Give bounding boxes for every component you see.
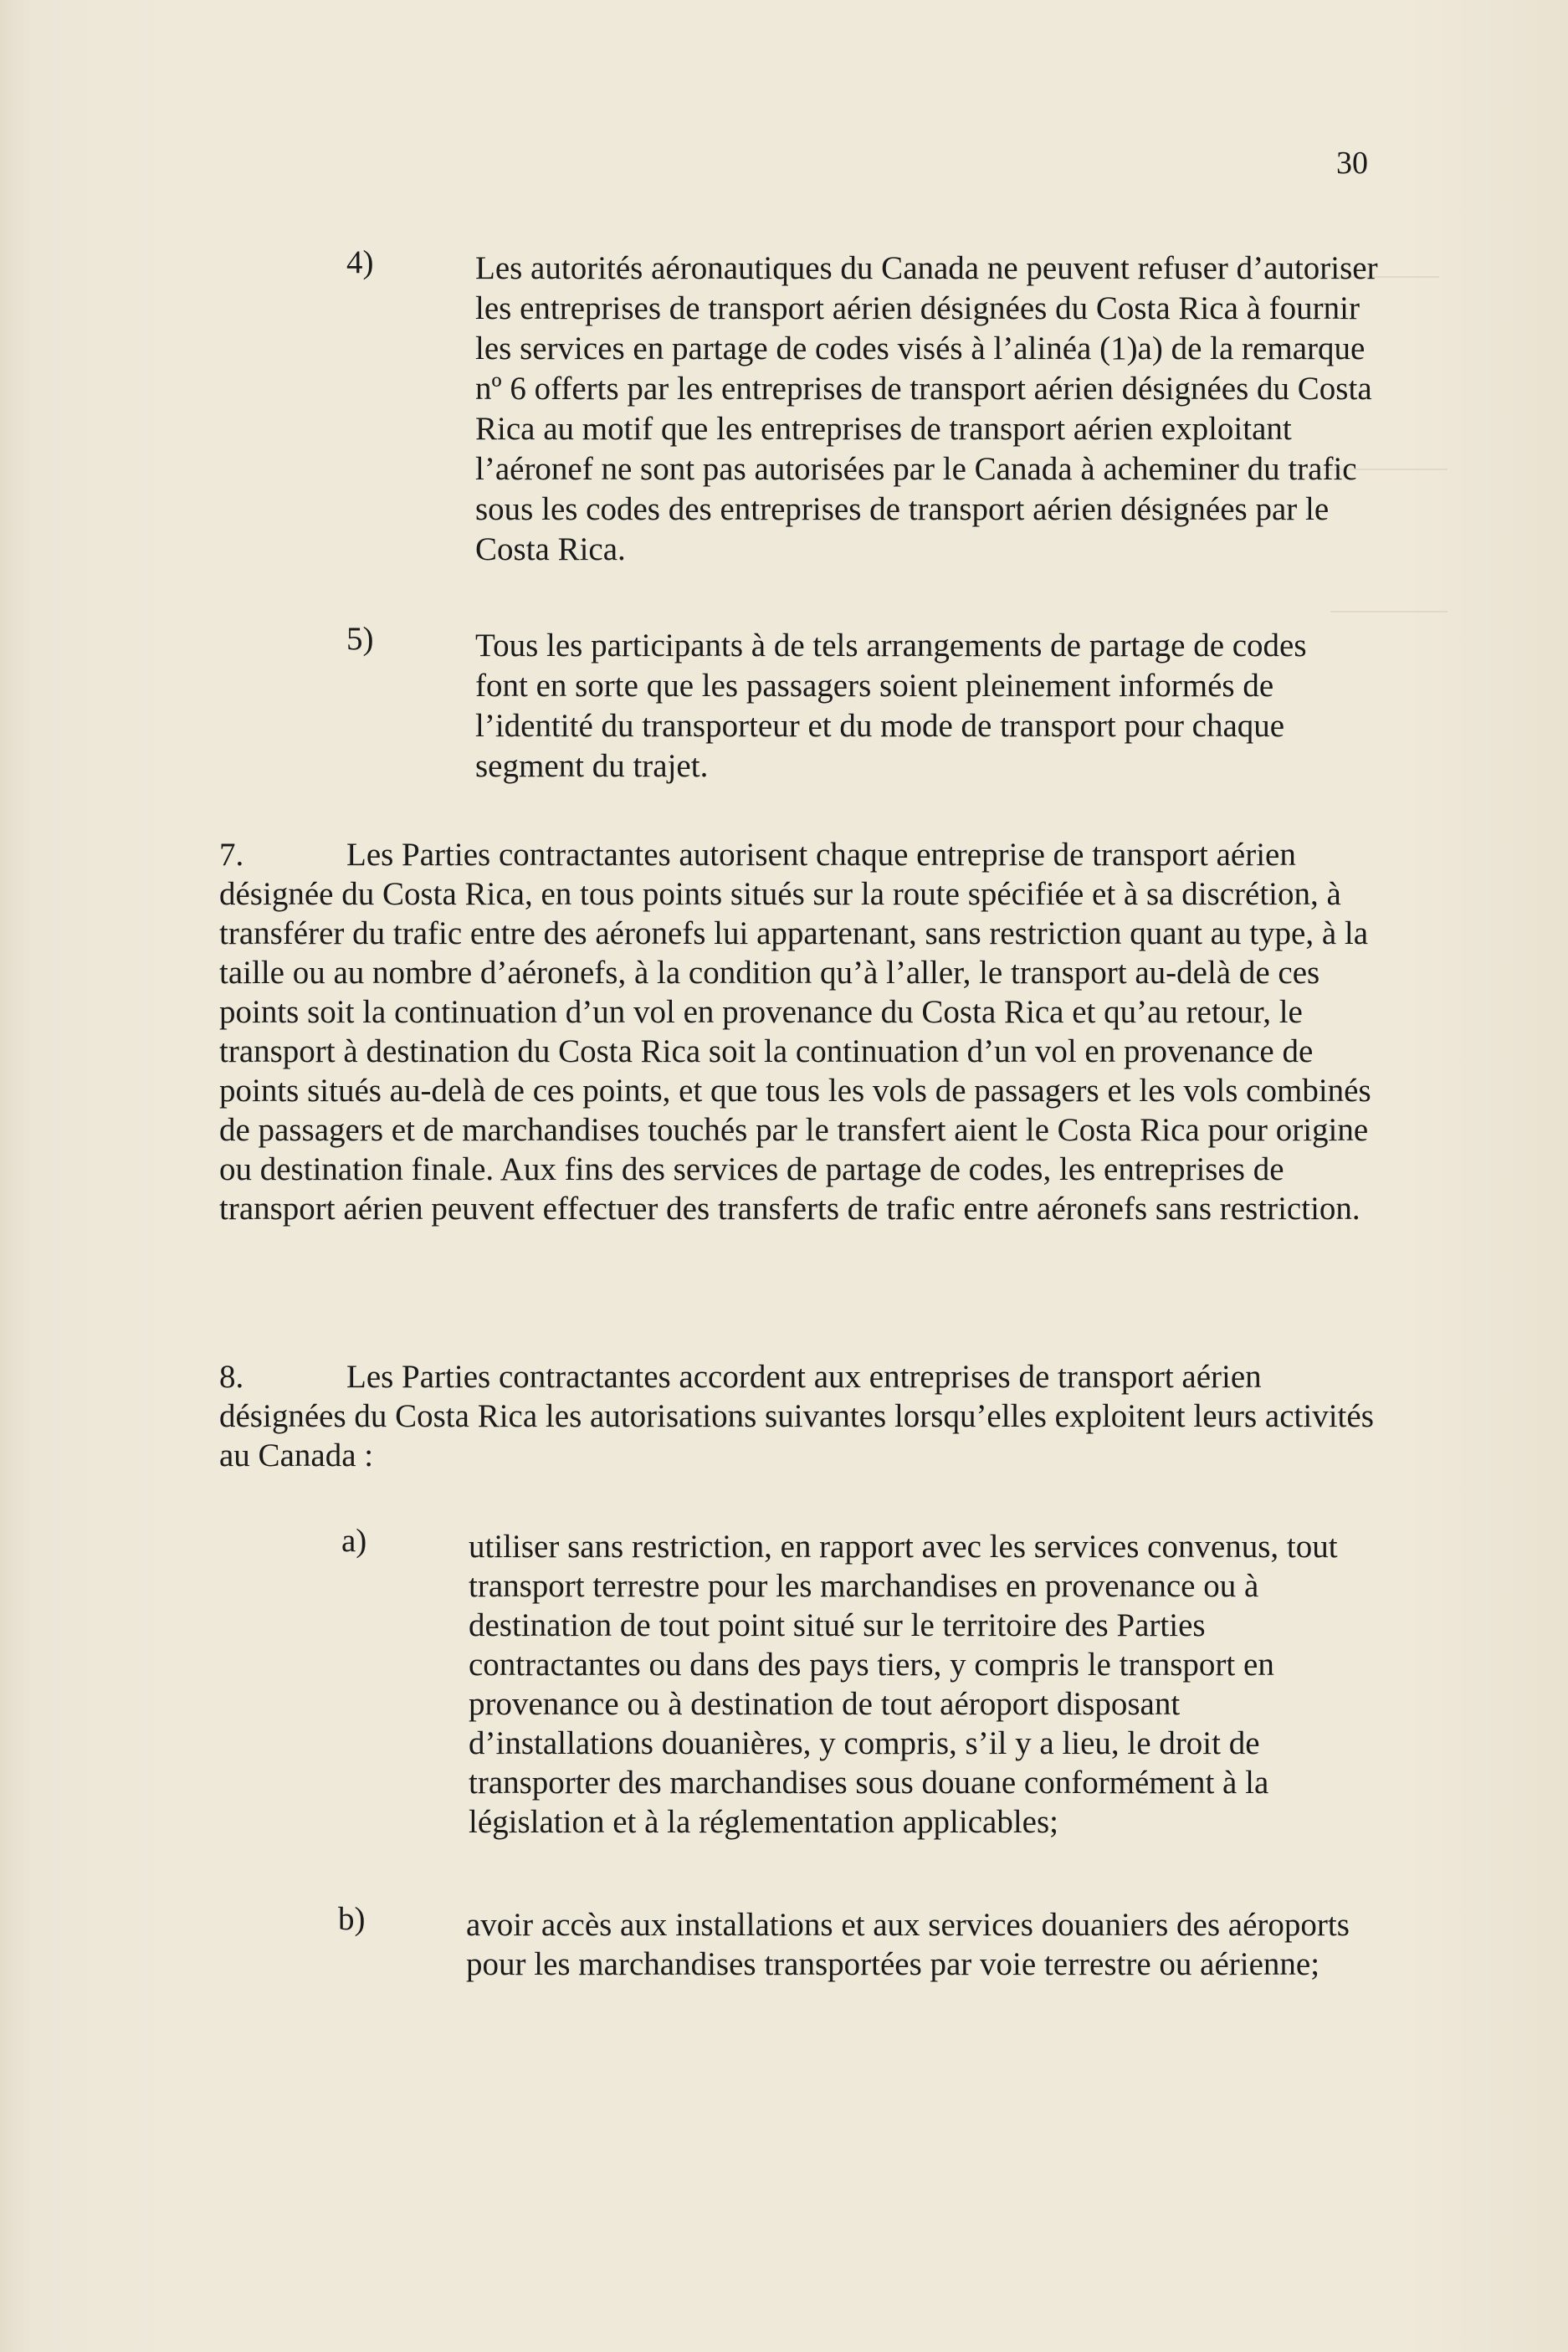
list-item-text: Les autorités aéronautiques du Canada ne peuvent refuser d’autoriser les entreprises de transport aérien désignées du Costa Rica à fournir les services en partage de codes visés à l’alinéa (1)a) de la remarque nº 6 offerts par les entreprises de transport aérien désignées du Costa Rica au motif que les entreprises de transport aérien exploitant l’aéronef ne sont pas autorisées par le Canada à acheminer du trafic sous les codes des entreprises de transport aérien désignées par le Costa Rica. [475, 250, 1378, 567]
page-number: 30 [1336, 146, 1368, 181]
paragraph-body: Les Parties contractantes autorisent chaque entreprise de transport aérien désignée du Costa Rica, en tous points situés sur la route spécifiée et à sa discrétion, à transférer du trafic entre des aéronefs lui appartenant, sans restriction quant au type, à la taille ou au nombre d’aéronefs, à la condition qu’à l’aller, le transport au-delà de ces points soit la continuation d’un vol en provenance du Costa Rica et qu’au retour, le transport à destination du Costa Rica soit la continuation d’un vol en provenance de points situés au-delà de ces points, et que tous les vols de passagers et les vols combinés de passagers et de marchandises touchés par le transfert aient le Costa Rica pour origine ou destination finale. Aux fins des services de partage de codes, les entreprises de transport aérien peuvent effectuer des transferts de trafic entre aéronefs sans restriction. [219, 837, 1371, 1227]
list-item-marker: 4) [346, 244, 374, 280]
sub-item-marker: a) [341, 1523, 367, 1559]
paragraph-number: 7. [219, 837, 244, 873]
sub-item-text: utiliser sans restriction, en rapport avec les services convenus, tout transport terrestre pour les marchandises en provenance ou à destination de tout point situé sur le territoire des Parties contractantes ou dans des pays tiers, y compris le transport en provenance ou à destination de tout aéroport disposant d’installations douanières, y compris, s’il y a lieu, le droit de transporter des marchandises sous douane conformément à la législation et à la réglementation applicables; [469, 1529, 1338, 1840]
paragraph-number: 8. [219, 1359, 244, 1395]
sub-item-text: avoir accès aux installations et aux services douaniers des aéroports pour les marchandises transportées par voie terrestre ou aérienne; [466, 1907, 1350, 1982]
paragraph-body: Les Parties contractantes accordent aux entreprises de transport aérien désignées du Costa Rica les autorisations suivantes lorsqu’elles exploitent leurs activités au Canada : [219, 1359, 1374, 1473]
paragraph-text [219, 1357, 1382, 1475]
bleed-through-mark [1330, 611, 1448, 612]
paragraph-text [219, 835, 1391, 1228]
sub-item-marker: b) [338, 1901, 366, 1937]
list-item-text: Tous les participants à de tels arrangements de partage de codes font en sorte que les passagers soient pleinement informés de l’identité du transporteur et du mode de transport pour chaque segment du trajet. [475, 628, 1307, 784]
list-item-marker: 5) [346, 621, 374, 657]
